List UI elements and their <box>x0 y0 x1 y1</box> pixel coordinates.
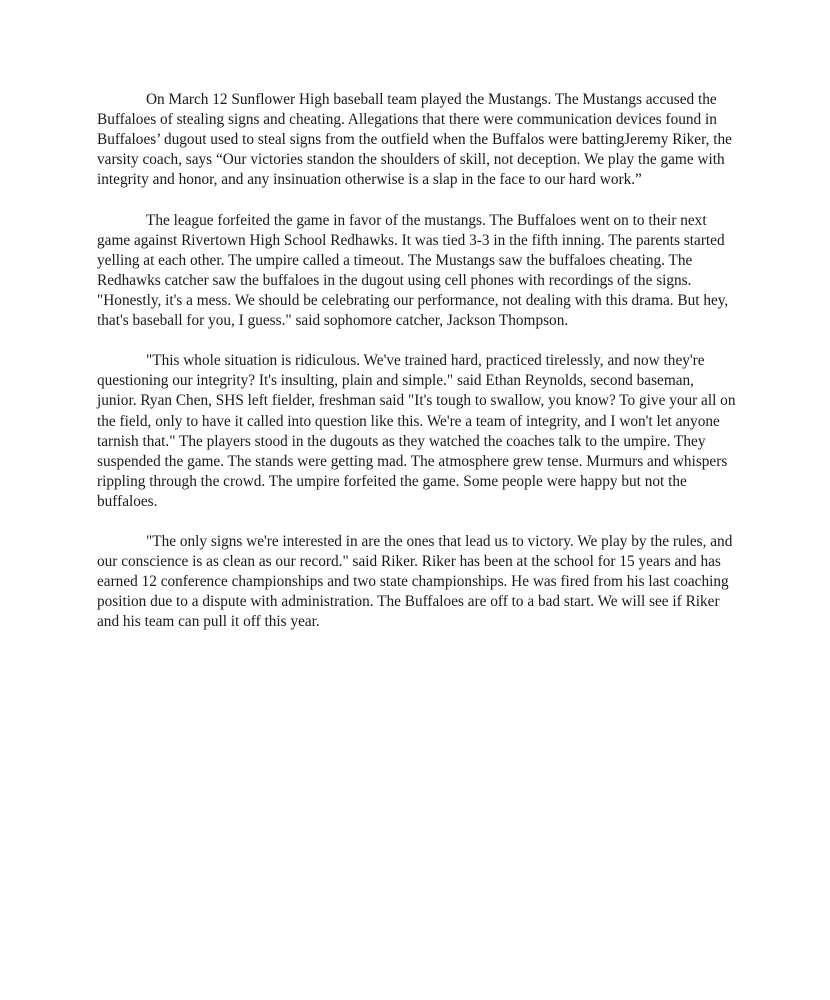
paragraph-2: The league forfeited the game in favor of the mustangs. The Buffaloes went on to their next game against Rivertown High School Redhawks. It was tied 3-3 in the fifth inning. The parents started yelling at each other. The umpire called a timeout. The Mustangs saw the buffaloes cheating. The Redhawks catcher saw the buffaloes in the dugout using cell phones with recordings of the signs. "Honestly, it's a mess. We should be celebrating our performance, not dealing with this drama. But hey, that's baseball for you, I guess." said sophomore catcher, Jackson Thompson. <box>97 211 729 330</box>
document-page <box>97 90 737 653</box>
paragraph-4: "The only signs we're interested in are the ones that lead us to victory. We play by the rules, and our conscience is as clean as our record." said Riker. Riker has been at the school for 15 years and has earned 12 conference championships and two state championships. He was fired from his last coaching position due to a dispute with administration. The Buffaloes are off to a bad start. We will see if Riker and his team can pull it off this year. <box>97 533 733 631</box>
paragraph-1: On March 12 Sunflower High baseball team played the Mustangs. The Mustangs accused the Buffaloes of stealing signs and cheating. Allegations that there were communication devices found in Buffaloes’ dugout used to steal signs from the outfield when the Buffalos were battingJeremy Riker, the varsity coach, says “Our victories standon the shoulders of skill, not deception. We play the game with integrity and honor, and any insinuation otherwise is a slap in the face to our hard work.” <box>97 91 732 189</box>
paragraph-3: "This whole situation is ridiculous. We've trained hard, practiced tirelessly, and now they're questioning our integrity? It's insulting, plain and simple." said Ethan Reynolds, second baseman, junior. Ryan Chen, SHS left fielder, freshman said "It's tough to swallow, you know? To give your all on the field, only to have it called into question like this. We're a team of integrity, and I won't let anyone tarnish that." The players stood in the dugouts as they watched the coaches talk to the umpire. They suspended the game. The stands were getting mad. The atmosphere grew tense. Murmurs and whispers rippling through the crowd. The umpire forfeited the game. Some people were happy but not the buffaloes. <box>97 352 736 510</box>
